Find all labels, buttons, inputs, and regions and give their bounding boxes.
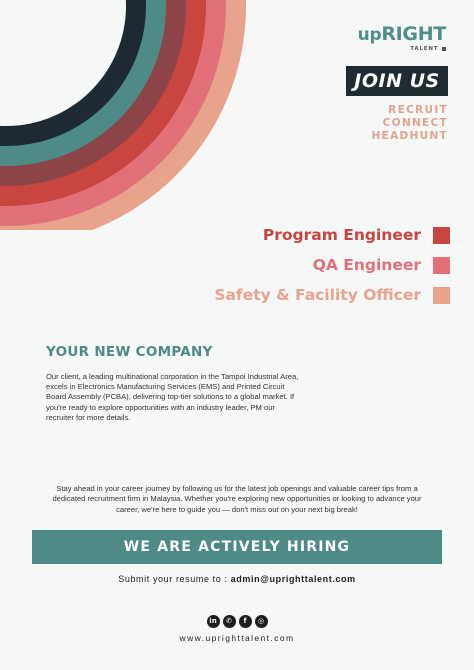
tagline-connect: CONNECT [382,117,448,129]
role-label: QA Engineer [312,256,421,274]
role-color-square [433,257,450,274]
role-safety-facility-officer [214,280,450,310]
role-color-square [433,287,450,304]
facebook-icon[interactable]: f [239,615,252,628]
tagline-headhunt: HEADHUNT [371,130,448,142]
company-description: Our client, a leading multinational corporation in the Tampoi Industrial Area, excels in Electronics Manufacturing Services (EMS) and Printed Circuit Board Assembly (PCBA), delivering top-tier solutions to a global market. If you're ready to explore opportunities with an industry leader, PM our recruiter for more details. [46,372,299,422]
submit-resume-line [0,574,474,584]
role-label: Program Engineer [262,226,421,244]
hiring-banner: WE ARE ACTIVELY HIRING [32,530,442,564]
submit-email-link[interactable]: admin@uprighttalent.com [230,574,356,584]
role-program-engineer [214,220,450,250]
tagline [372,104,448,143]
role-color-square [433,227,450,244]
linkedin-icon[interactable]: in [207,615,220,628]
role-label: Safety & Facility Officer [214,286,421,304]
website-link[interactable]: www.uprighttalent.com [179,633,295,643]
tagline-recruit: RECRUIT [388,104,448,116]
brand-logo-up: up [357,25,382,45]
decorative-rainbow-arcs [0,0,250,230]
brand-logo [358,24,446,52]
job-roles-list [214,220,450,310]
company-heading: YOUR NEW COMPANY [46,344,213,360]
whatsapp-icon[interactable]: ✆ [223,615,236,628]
submit-prefix: Submit your resume to : [118,574,231,584]
instagram-icon[interactable]: ◎ [255,615,268,628]
role-qa-engineer [214,250,450,280]
brand-logo-right: RIGHT [381,23,446,45]
social-icons [0,615,474,628]
join-us-badge: JOIN US [346,66,448,96]
career-message: Stay ahead in your career journey by following us for the latest job openings and valuable career tips from a dedicated recruitment firm in Malaysia. Whether you're exploring new opportunities or looking to advance your career, we're here to guide you — don't miss out on your next big break! [52,484,422,514]
brand-logo-square-icon [442,47,446,51]
brand-logo-subtitle: TALENT [410,46,441,52]
